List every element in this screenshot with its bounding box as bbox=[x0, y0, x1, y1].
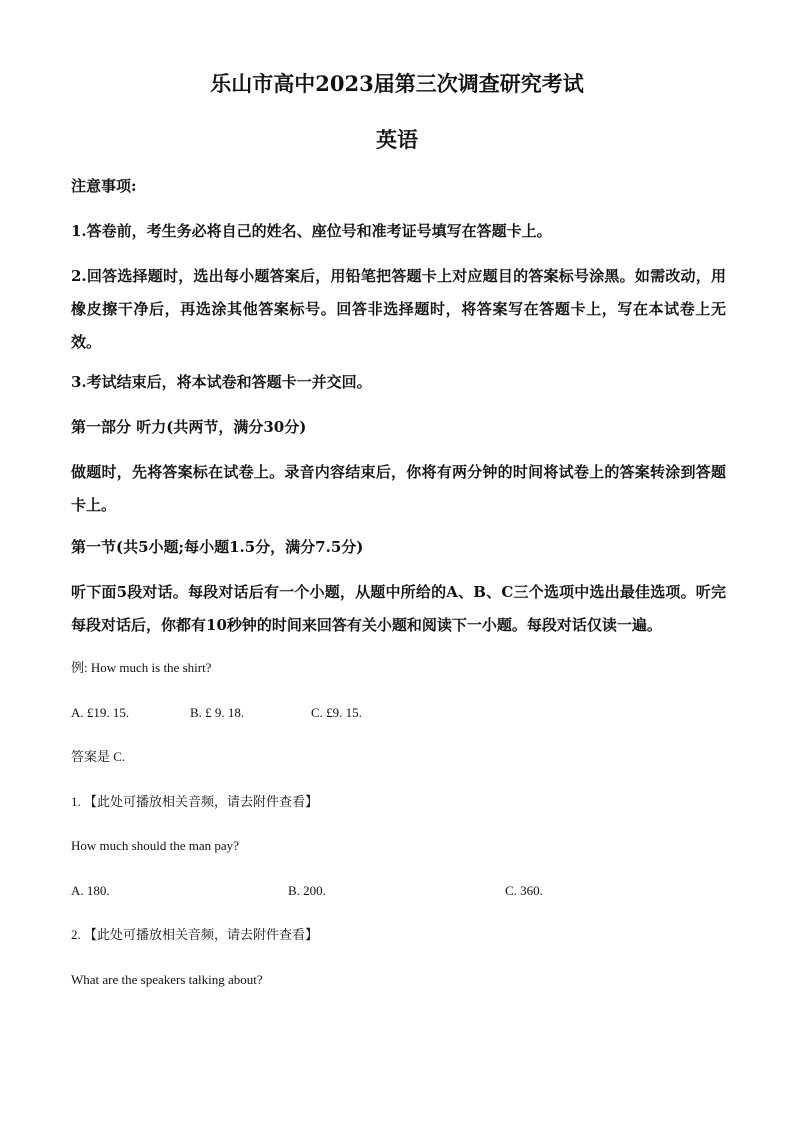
question-1-audio[interactable]: 1. 【此处可播放相关音频，请去附件查看】 bbox=[71, 794, 319, 809]
example-option-a: A. £19. 15. bbox=[71, 705, 130, 720]
note-item-2: 2.回答选择题时，选出每小题答案后，用铅笔把答题卡上对应题目的答案标号涂黑。如需改动，用橡皮擦干净后，再选涂其他答案标号。回答非选择题时，将答案写在答题卡上，写在本试卷上无效。 bbox=[71, 267, 726, 351]
example-option-c: C. £9. 15. bbox=[311, 705, 362, 720]
part1-instruction: 做题时，先将答案标在试卷上。录音内容结束后，你将有两分钟的时间将试卷上的答案转涂到答题卡上。 bbox=[71, 463, 726, 514]
example-answer: 答案是 C. bbox=[71, 749, 126, 764]
question-2-text: What are the speakers talking about? bbox=[71, 972, 263, 987]
subject-title: 英语 bbox=[376, 127, 418, 152]
section1-instruction: 听下面5段对话。每段对话后有一个小题，从题中所给的A、B、C三个选项中选出最佳选项。听完每段对话后，你都有10秒钟的时间来回答有关小题和阅读下一小题。每段对话仅读一遍。 bbox=[71, 583, 726, 634]
example-option-b: B. £ 9. 18. bbox=[190, 705, 245, 720]
question-1-option-a: A. 180. bbox=[71, 883, 110, 898]
exam-title: 乐山市高中2023届第三次调查研究考试 bbox=[210, 71, 584, 96]
note-item-1: 1.答卷前，考生务必将自己的姓名、座位号和准考证号填写在答题卡上。 bbox=[71, 222, 552, 240]
question-1-option-c: C. 360. bbox=[505, 883, 543, 898]
part1-heading: 第一部分 听力(共两节，满分30分) bbox=[71, 418, 307, 436]
note-item-3: 3.考试结束后，将本试卷和答题卡一并交回。 bbox=[71, 373, 372, 391]
notes-heading: 注意事项: bbox=[71, 177, 137, 195]
question-2-audio[interactable]: 2. 【此处可播放相关音频，请去附件查看】 bbox=[71, 927, 319, 942]
section1-heading: 第一节(共5小题;每小题1.5分，满分7.5分) bbox=[71, 538, 364, 556]
question-1-text: How much should the man pay? bbox=[71, 838, 239, 853]
question-1-option-b: B. 200. bbox=[288, 883, 326, 898]
example-question: 例: How much is the shirt? bbox=[71, 660, 212, 675]
